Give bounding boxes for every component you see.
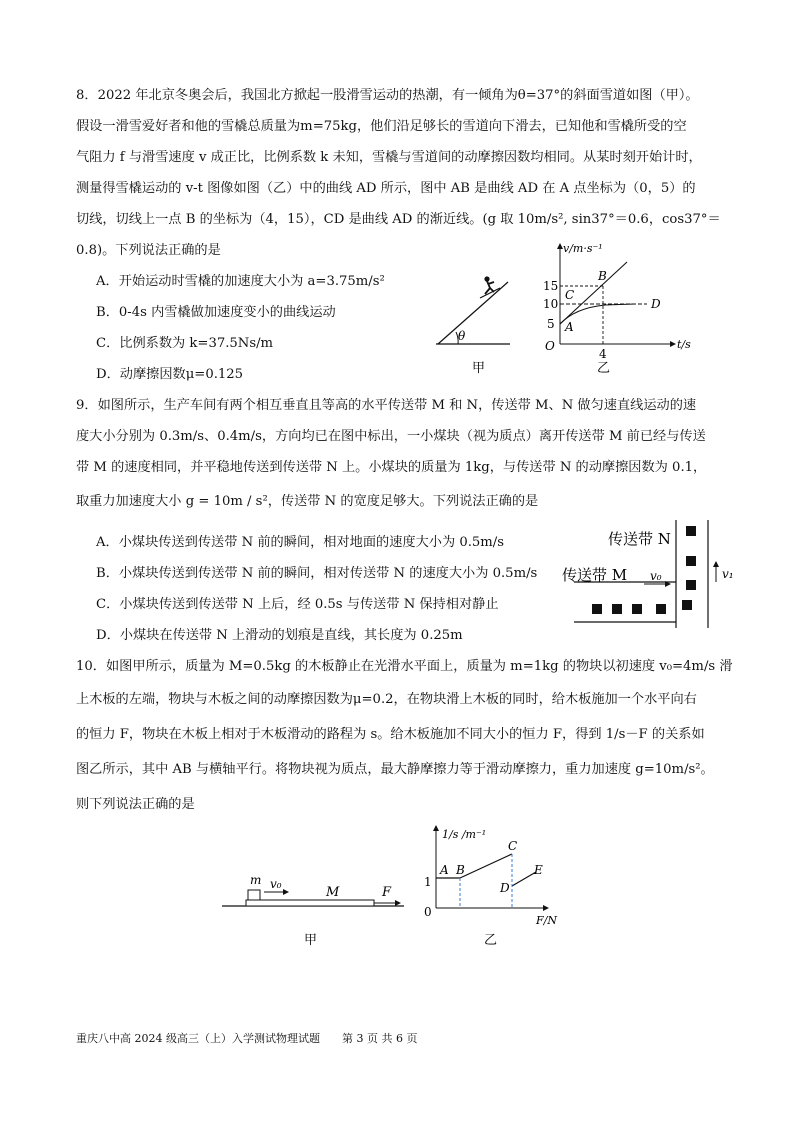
q9-conveyor-figure — [560, 518, 750, 633]
q10-line-2: 上木板的左端，物块与木板之间的动摩擦因数为μ=0.2，在物块滑上木板的同时，给木板施加一个水平向右 — [76, 692, 697, 707]
q8-line-4: 测量得雪橇运动的 v-t 图像如图（乙）中的曲线 AD 所示，图中 AB 是曲线 AD 在 A 点坐标为（0，5）的 — [76, 181, 696, 196]
q9-line-4: 取重力加速度大小 g = 10m / s²，传送带 N 的宽度足够大。下列说法正确的是 — [76, 494, 539, 509]
q10-yi-caption: 乙 — [484, 933, 498, 948]
q8-line-1: 8．2022 年北京冬奥会后，我国北方掀起一股滑雪运动的热潮，有一倾角为θ=37°的斜面雪道如图（甲）。 — [76, 88, 699, 103]
page-footer: 重庆八中高 2024 级高三（上）入学测试物理试题 第 3 页 共 6 页 — [76, 1032, 418, 1045]
board-m — [246, 900, 374, 906]
graph-point-b: B — [456, 863, 465, 877]
vt-ytick-15: 15 — [543, 279, 559, 293]
q8-line-3: 气阻力 f 与滑雪速度 v 成正比，比例系数 k 未知，雪橇与雪道间的动摩擦因数均相同。从某时刻开始计时， — [76, 150, 702, 165]
vt-xtick-4: 4 — [599, 347, 607, 361]
q10-line-4: 图乙所示，其中 AB 与横轴平行。将物块视为质点，最大静摩擦力等于滑动摩擦力，重力加速度 g=10m/s²。 — [76, 762, 714, 777]
vt-x-label: t/s — [677, 338, 691, 351]
graph-point-c: C — [508, 839, 518, 853]
vt-y-label: v/m·s⁻¹ — [563, 242, 603, 255]
segment-bc — [460, 854, 512, 878]
q10-graph — [420, 820, 580, 950]
q10-jia-caption: 甲 — [304, 933, 318, 948]
coal-block — [686, 526, 696, 536]
q10-line-3: 的恒力 F，物块在木板上相对于木板滑动的路程为 s。给木板施加不同大小的恒力 F，得到 1/s－F 的关系如 — [76, 727, 705, 742]
belt-n-label: 传送带 N — [608, 530, 671, 548]
coal-block — [686, 556, 696, 566]
q8-option-a: A．开始运动时雪橇的加速度大小为 a=3.75m/s² — [96, 274, 385, 289]
coal-block — [632, 604, 642, 614]
coal-block — [612, 604, 622, 614]
coal-block — [686, 580, 696, 590]
q8-vt-graph — [535, 236, 705, 376]
v0-label: v₀ — [650, 569, 662, 583]
q8-line-2: 假设一滑雪爱好者和他的雪橇总质量为m=75kg，他们沿足够长的雪道向下滑去，已知他和雪橇所受的空 — [76, 119, 687, 134]
slope-incline-line — [438, 282, 508, 344]
q9-option-d: D．小煤块在传送带 N 上滑动的划痕是直线，其长度为 0.25m — [96, 628, 463, 643]
q8-slope-figure — [430, 268, 520, 378]
q9-option-c: C．小煤块传送到传送带 N 上后，经 0.5s 与传送带 N 保持相对静止 — [96, 597, 499, 612]
q8-option-c: C．比例系数为 k=37.5Ns/m — [96, 336, 274, 351]
graph-origin: 0 — [424, 905, 432, 919]
q8-option-d: D．动摩擦因数μ=0.125 — [96, 367, 244, 382]
coal-block — [682, 600, 692, 610]
graph-point-e: E — [534, 863, 543, 877]
q8-line-5: 切线，切线上一点 B 的坐标为（4，15），CD 是曲线 AD 的渐近线。(g 取 10m/s², sin37°＝0.6，cos37°＝ — [76, 212, 721, 227]
q9-option-b: B．小煤块传送到传送带 N 前的瞬间，相对传送带 N 的速度大小为 0.5m/s — [96, 566, 538, 581]
v1-label: v₁ — [722, 567, 734, 581]
block-m-label: m — [250, 873, 262, 887]
coal-block — [592, 604, 602, 614]
q9-line-1: 9．如图所示，生产车间有两个相互垂直且等高的水平传送带 M 和 N，传送带 M、N 做匀速直线运动的速 — [76, 398, 697, 413]
theta-label: θ — [458, 329, 466, 343]
vt-point-b: B — [598, 269, 607, 283]
graph-x-label: F/N — [536, 914, 557, 927]
force-f-label: F — [382, 885, 392, 900]
graph-point-d: D — [500, 881, 510, 895]
graph-ytick-1: 1 — [424, 875, 432, 889]
vt-point-d: D — [651, 297, 661, 311]
graph-point-a: A — [440, 863, 449, 877]
q10-line-1: 10．如图甲所示，质量为 M=0.5kg 的木板静止在光滑水平面上，质量为 m=1kg 的物块以初速度 v₀=4m/s 滑 — [76, 659, 733, 674]
q8-yi-caption: 乙 — [597, 361, 611, 376]
v0-label-q10: v₀ — [270, 877, 282, 891]
vt-ytick-10: 10 — [543, 297, 559, 311]
graph-y-label: 1/s /m⁻¹ — [442, 828, 487, 841]
vt-point-a: A — [565, 320, 574, 334]
skier-icon — [480, 276, 500, 298]
coal-block — [656, 604, 666, 614]
board-m-label: M — [326, 885, 340, 900]
q8-option-b: B．0-4s 内雪橇做加速度变小的曲线运动 — [96, 305, 336, 320]
segment-de — [512, 872, 536, 886]
vt-origin: O — [545, 339, 555, 353]
belt-m-label: 传送带 M — [562, 566, 628, 584]
q9-option-a: A．小煤块传送到传送带 N 前的瞬间，相对地面的速度大小为 0.5m/s — [96, 535, 505, 550]
block-m — [248, 890, 260, 900]
q10-board-figure — [218, 860, 408, 960]
q8-line-6: 0.8)。下列说法正确的是 — [76, 243, 221, 258]
q8-jia-caption: 甲 — [472, 361, 486, 376]
q10-line-5: 则下列说法正确的是 — [76, 797, 195, 812]
vt-ytick-5: 5 — [547, 317, 555, 331]
vt-point-c: C — [565, 288, 575, 302]
q9-line-3: 带 M 的速度相同，并平稳地传送到传送带 N 上。小煤块的质量为 1kg，与传送带 N 的动摩擦因数为 0.1， — [76, 460, 707, 475]
q9-line-2: 度大小分别为 0.3m/s、0.4m/s，方向均已在图中标出，一小煤块（视为质点）离开传送带 M 前已经与传送 — [76, 429, 706, 444]
